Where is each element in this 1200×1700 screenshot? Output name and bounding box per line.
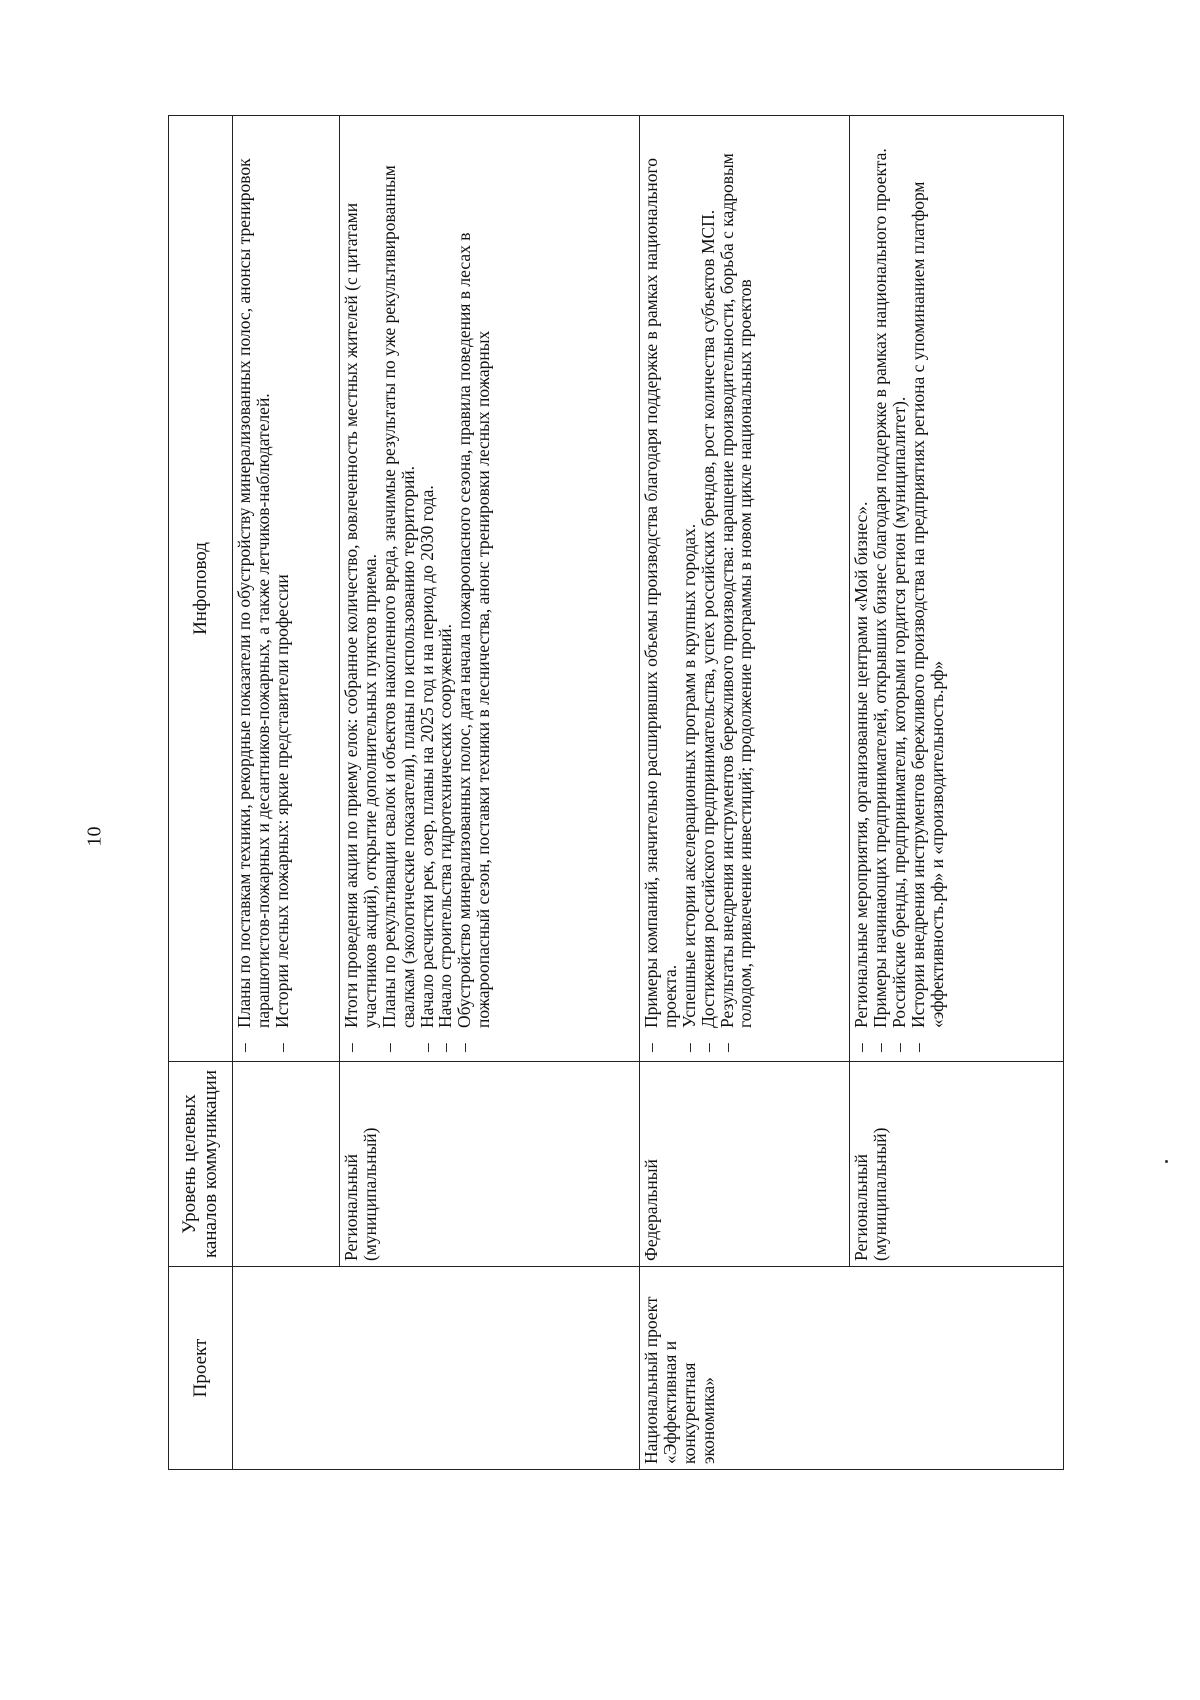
- item-list: [852, 121, 946, 1056]
- list-item: – Планы по поставкам техники, рекордные показатели по обустройству минерализованных полос, анонсы тренировок парашютистов-пожарных и десантников-пожарных, а также летчиков-наблюдателей.: [235, 121, 273, 1056]
- header-row: [169, 116, 233, 1470]
- page-number: 10: [83, 826, 106, 847]
- list-item: – Начало строительства гидротехнических сооружений.: [436, 121, 455, 1056]
- list-item: – Успешные истории акселерационных программ в крупных городах.: [680, 121, 699, 1056]
- project-cell: [233, 1267, 640, 1470]
- info-table: [168, 115, 1064, 1470]
- list-item: – Региональные мероприятия, организованные центрами «Мой бизнес».: [852, 121, 871, 1056]
- list-item: – Начало расчистки рек, озер, планы на 2025 год и на период до 2030 года.: [418, 121, 437, 1056]
- table-row: [850, 116, 1064, 1470]
- table-row: [340, 116, 640, 1470]
- header-level: Уровень целевых каналов коммуникации: [169, 1062, 233, 1267]
- list-item: – Истории лесных пожарных: яркие представители профессии: [273, 121, 292, 1056]
- rotated-table-sheet: [168, 115, 1063, 1470]
- list-item: – Результаты внедрения инструментов бережливого производства: наращение производительности, борьба с кадровым голодом, привлечение инвестиций; продолжение программы в новом цикле национальных проектов: [718, 121, 756, 1056]
- item-list: [235, 121, 292, 1056]
- level-cell: Федеральный: [640, 1062, 850, 1267]
- list-item: – Итоги проведения акции по приему елок: собранное количество, вовлеченность местных жителей (с цитатами участников акций), открытие дополнительных пунктов приема.: [342, 121, 380, 1056]
- list-item: – Планы по рекультивации свалок и объектов накопленного вреда, значимые результаты по уже рекультивированным свалкам (экологические показатели), планы по использованию территорий.: [380, 121, 418, 1056]
- table-row: [640, 116, 850, 1470]
- list-item: – Истории внедрения инструментов бережливого производства на предприятиях региона с упоминанием платформ «эффективность.рф» и «производительность.рф»: [909, 121, 947, 1056]
- infopovod-cell: [233, 116, 340, 1062]
- level-cell: Региональный (муниципальный): [340, 1062, 640, 1267]
- item-list: [642, 121, 755, 1056]
- item-list: [342, 121, 493, 1056]
- scan-speck: [1165, 1160, 1168, 1163]
- infopovod-cell: [850, 116, 1064, 1062]
- list-item: – Примеры компаний, значительно расширивших объемы производства благодаря поддержке в рамках национального проекта.: [642, 121, 680, 1056]
- list-item: – Российские бренды, предприниматели, которыми гордится регион (муниципалитет).: [890, 121, 909, 1056]
- level-cell: [233, 1062, 340, 1267]
- project-cell: Национальный проект «Эффективная и конкурентная экономика»: [640, 1267, 1064, 1470]
- list-item: – Примеры начинающих предпринимателей, открывших бизнес благодаря поддержке в рамках национального проекта.: [871, 121, 890, 1056]
- list-item: – Достижения российского предпринимательства, успех российских брендов, рост количества субъектов МСП.: [699, 121, 718, 1056]
- header-project: Проект: [169, 1267, 233, 1470]
- level-cell: Региональный (муниципальный): [850, 1062, 1064, 1267]
- header-infopovod: Инфоповод: [169, 116, 233, 1062]
- infopovod-cell: [340, 116, 640, 1062]
- infopovod-cell: [640, 116, 850, 1062]
- table-row: [233, 116, 340, 1470]
- list-item: – Обустройство минерализованных полос, дата начала пожароопасного сезона, правила поведения в лесах в пожароопасный сезон, поставки техники в лесничества, анонс тренировки лесных пожарных: [455, 121, 493, 1056]
